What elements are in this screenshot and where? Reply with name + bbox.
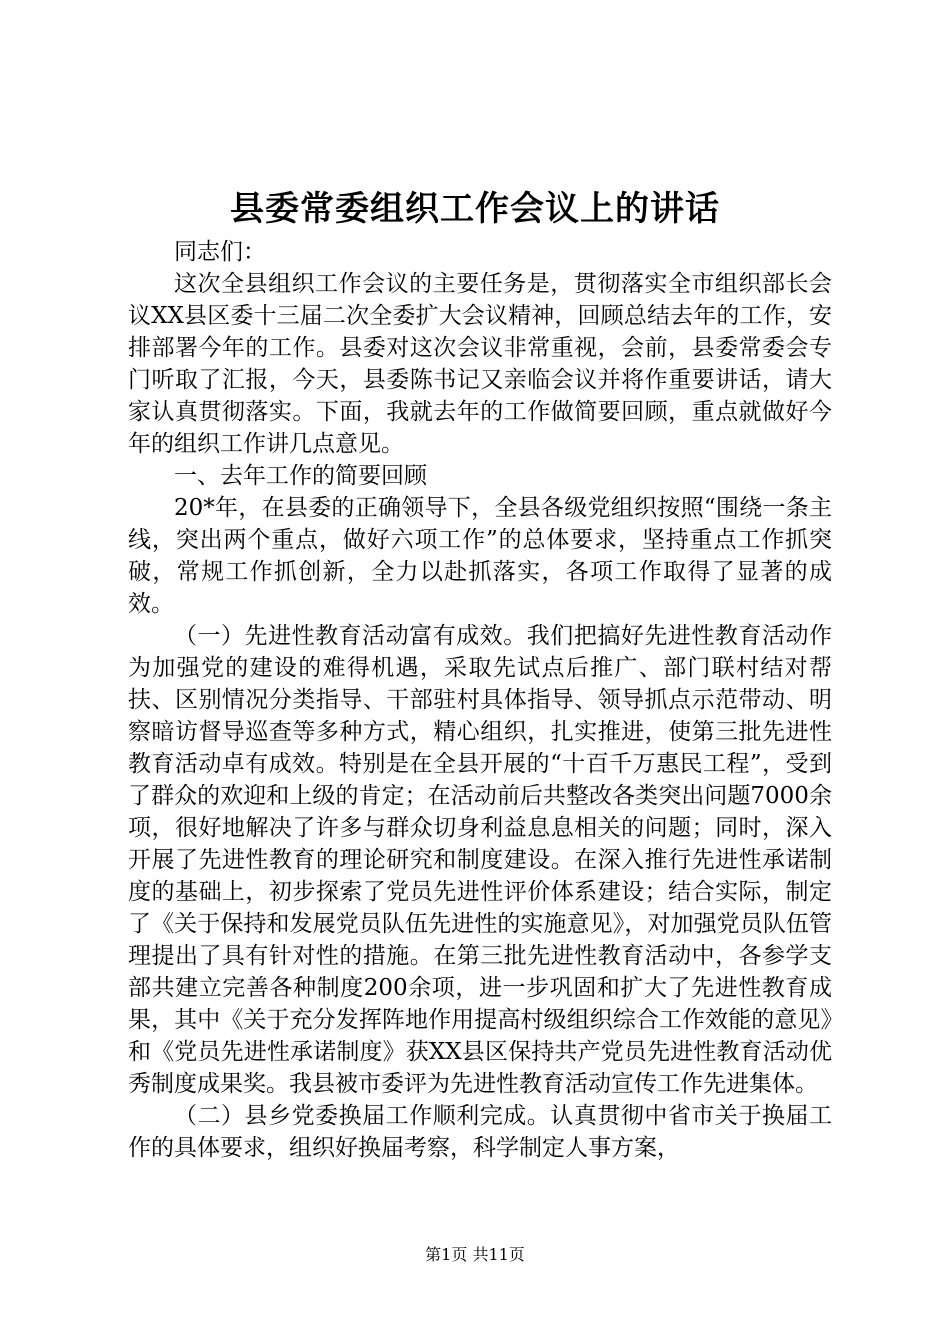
- document-title: 县委常委组织工作会议上的讲话: [230, 189, 720, 229]
- section-heading: 一、去年工作的简要回顾: [174, 463, 427, 489]
- document-body: [128, 236, 832, 1164]
- intro-paragraph: 这次全县组织工作会议的主要任务是，贯彻落实全市组织部长会议XX县区委十三届二次全委扩大会议精神，回顾总结去年的工作，安排部署今年的工作。县委对这次会议非常重视，会前，县委常委会专门听取了汇报，今天，县委陈书记又亲临会议并将作重要讲话，请大家认真贯彻落实。下面，我就去年的工作做简要回顾，重点就做好今年的组织工作讲几点意见。: [128, 271, 832, 457]
- subsection-paragraph-1: （一）先进性教育活动富有成效。我们把搞好先进性教育活动作为加强党的建设的难得机遇，采取先试点后推广、部门联村结对帮扶、区别情况分类指导、干部驻村具体指导、领导抓点示范带动、明察暗访督导巡查等多种方式，精心组织，扎实推进，使第三批先进性教育活动卓有成效。特别是在全县开展的“十百千万惠民工程”，受到了群众的欢迎和上级的肯定；在活动前后共整改各类突出问题7000余项，很好地解决了许多与群众切身利益息息相关的问题；同时，深入开展了先进性教育的理论研究和制度建设。在深入推行先进性承诺制度的基础上，初步探索了党员先进性评价体系建设；结合实际，制定了《关于保持和发展党员队伍先进性的实施意见》，对加强党员队伍管理提出了具有针对性的措施。在第三批先进性教育活动中，各参学支部共建立完善各种制度200余项，进一步巩固和扩大了先进性教育成果，其中《关于充分发挥阵地作用提高村级组织综合工作效能的意见》和《党员先进性承诺制度》获XX县区保持共产党员先进性教育活动优秀制度成果奖。我县被市委评为先进性教育活动宣传工作先进集体。: [128, 623, 832, 1097]
- greeting: 同志们：: [174, 239, 266, 265]
- page-footer: 第1页 共11页: [425, 1245, 525, 1264]
- summary-paragraph: 20*年，在县委的正确领导下，全县各级党组织按照“围绕一条主线，突出两个重点，做好六项工作”的总体要求，坚持重点工作抓突破，常规工作抓创新，全力以赴抓落实，各项工作取得了显著的成效。: [128, 495, 832, 617]
- subsection-paragraph-2: （二）县乡党委换届工作顺利完成。认真贯彻中省市关于换届工作的具体要求，组织好换届考察，科学制定人事方案，: [128, 1103, 832, 1161]
